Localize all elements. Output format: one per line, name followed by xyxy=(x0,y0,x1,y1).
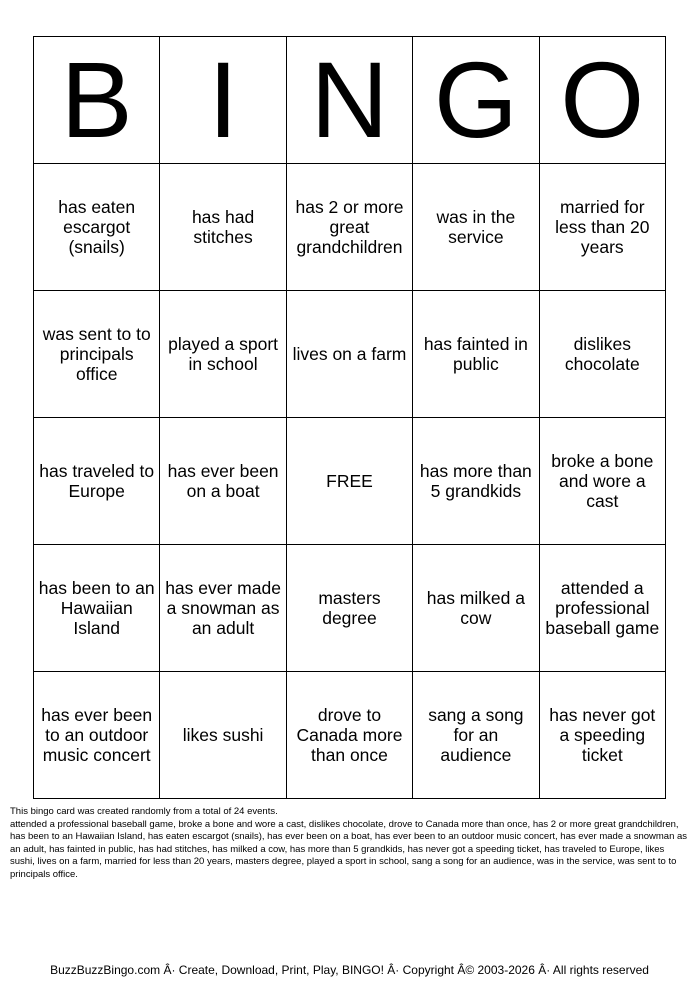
card-cell: has ever made a snowman as an adult xyxy=(160,545,286,672)
site-footer: BuzzBuzzBingo.com Â· Create, Download, Print, Play, BINGO! Â· Copyright Â© 2003-2026 Â· All rights reserved xyxy=(50,963,649,977)
bingo-card xyxy=(33,36,666,799)
card-cell: has 2 or more great grandchildren xyxy=(286,164,412,291)
card-cell: married for less than 20 years xyxy=(539,164,665,291)
card-cell: played a sport in school xyxy=(160,291,286,418)
card-cell: has traveled to Europe xyxy=(34,418,160,545)
card-row xyxy=(34,545,666,672)
footnote-intro: This bingo card was created randomly from a total of 24 events. xyxy=(10,806,278,817)
card-cell: has had stitches xyxy=(160,164,286,291)
card-cell: was in the service xyxy=(413,164,539,291)
card-cell: sang a song for an audience xyxy=(413,672,539,799)
card-cell: lives on a farm xyxy=(286,291,412,418)
card-cell: has never got a speeding ticket xyxy=(539,672,665,799)
card-cell: has fainted in public xyxy=(413,291,539,418)
header-row xyxy=(34,37,666,164)
card-cell: was sent to to principals office xyxy=(34,291,160,418)
card-cell: has ever been to an outdoor music concert xyxy=(34,672,160,799)
header-letter-n: N xyxy=(286,37,412,164)
card-row xyxy=(34,418,666,545)
card-cell: likes sushi xyxy=(160,672,286,799)
card-cell: has been to an Hawaiian Island xyxy=(34,545,160,672)
header-letter-b: B xyxy=(34,37,160,164)
card-cell: masters degree xyxy=(286,545,412,672)
card-row xyxy=(34,672,666,799)
header-letter-i: I xyxy=(160,37,286,164)
card-cell: has milked a cow xyxy=(413,545,539,672)
free-space-cell: FREE xyxy=(286,418,412,545)
footnote-events: attended a professional baseball game, broke a bone and wore a cast, dislikes chocolate, drove to Canada more than once, has 2 or more great grandchildren, has been to an Hawaiian Island, has eaten escargot (snails), has ever been on a boat, has ever been to an outdoor music concert, has ever made a snowman as an adult, has fainted in public, has had stitches, has milked a cow, has more than 5 grandkids, has never got a speeding ticket, has traveled to Europe, likes sushi, lives on a farm, married for less than 20 years, masters degree, played a sport in school, sang a song for an audience, was in the service, was sent to to principals office. xyxy=(10,818,688,880)
card-cell: drove to Canada more than once xyxy=(286,672,412,799)
card-row xyxy=(34,291,666,418)
header-letter-o: O xyxy=(539,37,665,164)
event-list-footnote xyxy=(10,806,690,881)
card-row xyxy=(34,164,666,291)
card-cell: dislikes chocolate xyxy=(539,291,665,418)
card-cell: broke a bone and wore a cast xyxy=(539,418,665,545)
header-letter-g: G xyxy=(413,37,539,164)
card-cell: has ever been on a boat xyxy=(160,418,286,545)
card-cell: attended a professional baseball game xyxy=(539,545,665,672)
card-cell: has eaten escargot (snails) xyxy=(34,164,160,291)
card-cell: has more than 5 grandkids xyxy=(413,418,539,545)
